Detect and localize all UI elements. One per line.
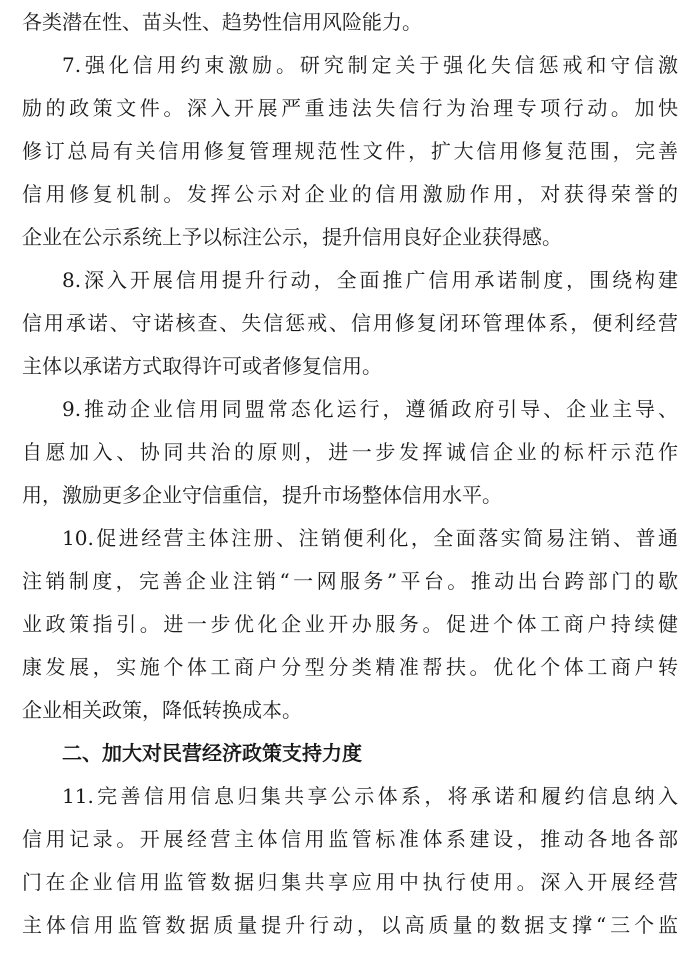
text-line: 9.推动企业信用同盟常态化运行，遵循政府引导、企业主导、: [62, 397, 678, 421]
text-line: 信用承诺、守诺核查、失信惩戒、信用修复闭环管理体系，便利经营: [22, 311, 678, 335]
text-line: 注销制度，完善企业注销“一网服务”平台。推动出台跨部门的歇: [22, 569, 678, 593]
text-line: 康发展，实施个体工商户分型分类精准帮扶。优化个体工商户转: [22, 655, 678, 679]
text-line: 各类潜在性、苗头性、趋势性信用风险能力。: [22, 10, 422, 34]
text-line: 励的政策文件。深入开展严重违法失信行为治理专项行动。加快: [22, 96, 678, 120]
text-line: 修订总局有关信用修复管理规范性文件，扩大信用修复范围，完善: [22, 139, 678, 163]
text-line: 主体以承诺方式取得许可或者修复信用。: [22, 354, 382, 378]
text-line: 11.完善信用信息归集共享公示体系，将承诺和履约信息纳入: [62, 784, 678, 808]
text-line: 主体信用监管数据质量提升行动，以高质量的数据支撑“三个监: [22, 913, 678, 937]
section-heading: 二、加大对民营经济政策支持力度: [62, 741, 362, 765]
text-line: 7.强化信用约束激励。研究制定关于强化失信惩戒和守信激: [62, 53, 678, 77]
text-line: 门在企业信用监管数据归集共享应用中执行使用。深入开展经营: [22, 870, 678, 894]
text-line: 企业在公示系统上予以标注公示，提升信用良好企业获得感。: [22, 225, 562, 249]
text-line: 企业相关政策，降低转换成本。: [22, 698, 302, 722]
text-line: 10.促进经营主体注册、注销便利化，全面落实简易注销、普通: [62, 526, 678, 550]
text-line: 业政策指引。进一步优化企业开办服务。促进个体工商户持续健: [22, 612, 678, 636]
text-line: 用，激励更多企业守信重信，提升市场整体信用水平。: [22, 483, 502, 507]
text-line: 信用记录。开展经营主体信用监管标准体系建设，推动各地各部: [22, 827, 678, 851]
text-line: 8.深入开展信用提升行动，全面推广信用承诺制度，围绕构建: [62, 268, 678, 292]
text-line: 信用修复机制。发挥公示对企业的信用激励作用，对获得荣誉的: [22, 182, 678, 206]
text-line: 自愿加入、协同共治的原则，进一步发挥诚信企业的标杆示范作: [22, 440, 678, 464]
